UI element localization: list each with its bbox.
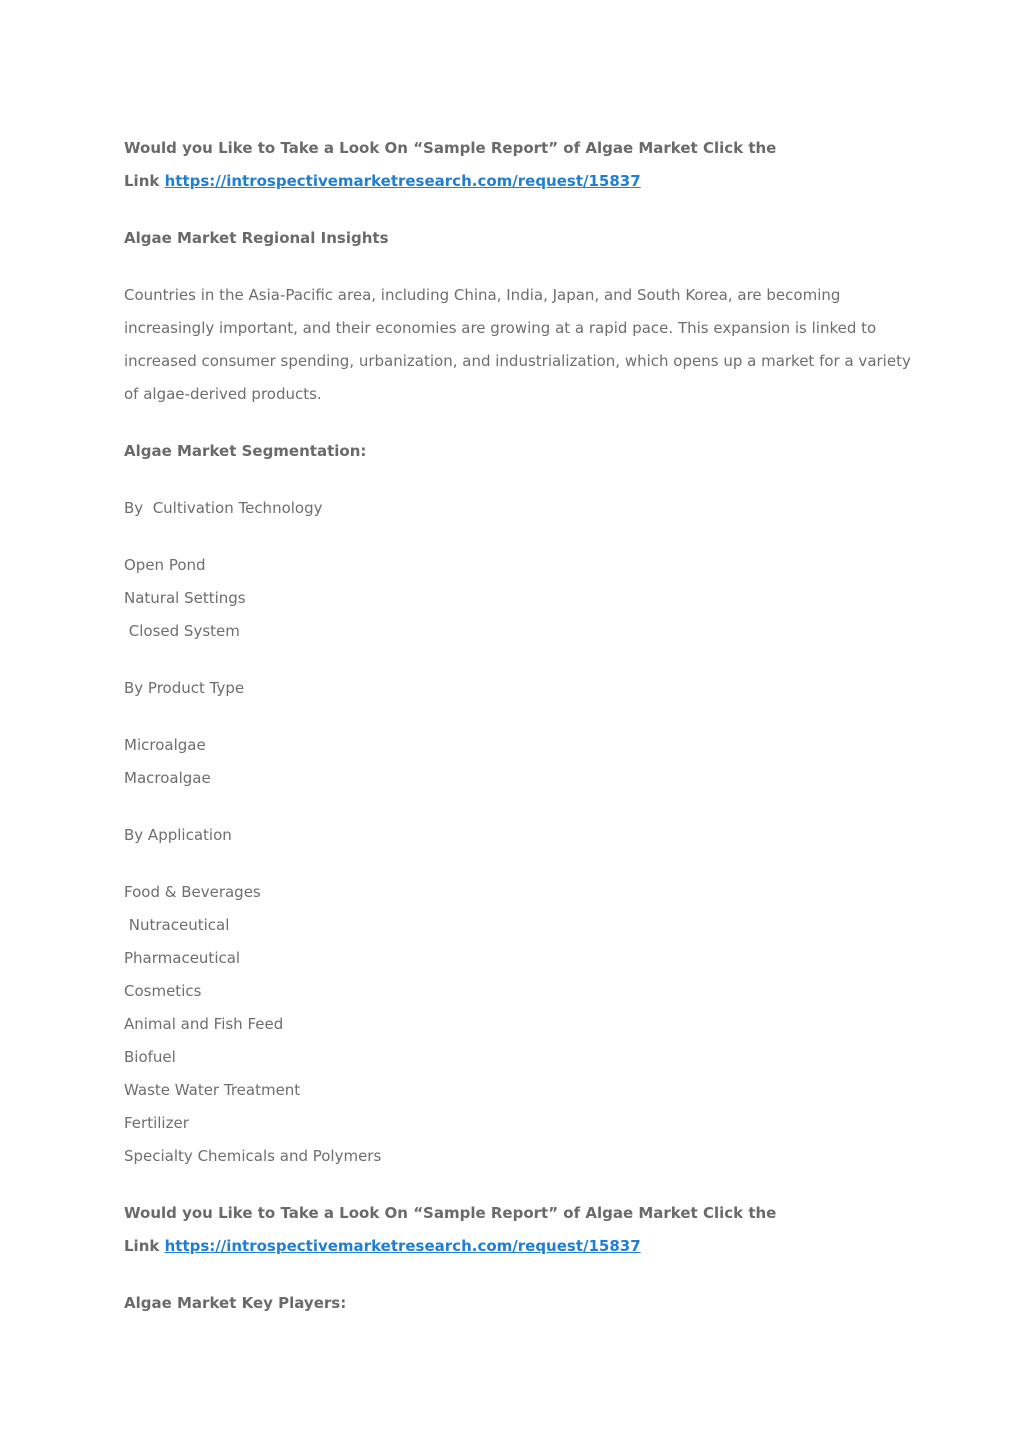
list-item: Fertilizer [124,1114,189,1132]
sample-report-link[interactable]: https://introspectivemarketresearch.com/request/15837 [164,172,641,190]
list-item: Animal and Fish Feed [124,1015,284,1033]
list-item: Open Pond [124,556,206,574]
list-item: Nutraceutical [124,916,230,934]
outro-cta-line: Would you Like to Take a Look On “Sample Report” of Algae Market Click the [124,1204,777,1222]
intro-link-prefix: Link [124,172,160,190]
key-players-heading: Algae Market Key Players: [124,1294,347,1312]
list-item: Closed System [124,622,240,640]
list-item: Natural Settings [124,589,246,607]
regional-insights-heading: Algae Market Regional Insights [124,229,389,247]
list-item: Waste Water Treatment [124,1081,301,1099]
list-item: Pharmaceutical [124,949,241,967]
list-item: Cosmetics [124,982,202,1000]
outro-link-line [124,1236,641,1256]
sample-report-link[interactable]: https://introspectivemarketresearch.com/request/15837 [164,1237,641,1255]
list-item: Biofuel [124,1048,176,1066]
product-type-label: By Product Type [124,679,245,697]
regional-paragraph-line: increasingly important, and their economies are growing at a rapid pace. This expansion is linked to [124,319,877,337]
regional-paragraph-line: increased consumer spending, urbanization, and industrialization, which opens up a market for a variety [124,352,911,370]
list-item: Food & Beverages [124,883,261,901]
regional-paragraph-line: of algae-derived products. [124,385,322,403]
regional-paragraph-line: Countries in the Asia-Pacific area, including China, India, Japan, and South Korea, are becoming [124,286,841,304]
intro-cta-line: Would you Like to Take a Look On “Sample Report” of Algae Market Click the [124,139,777,157]
intro-link-line [124,171,641,191]
segmentation-heading: Algae Market Segmentation: [124,442,367,460]
list-item: Microalgae [124,736,206,754]
cultivation-technology-label: By Cultivation Technology [124,499,323,517]
outro-link-prefix: Link [124,1237,160,1255]
list-item: Specialty Chemicals and Polymers [124,1147,382,1165]
application-label: By Application [124,826,232,844]
list-item: Macroalgae [124,769,211,787]
